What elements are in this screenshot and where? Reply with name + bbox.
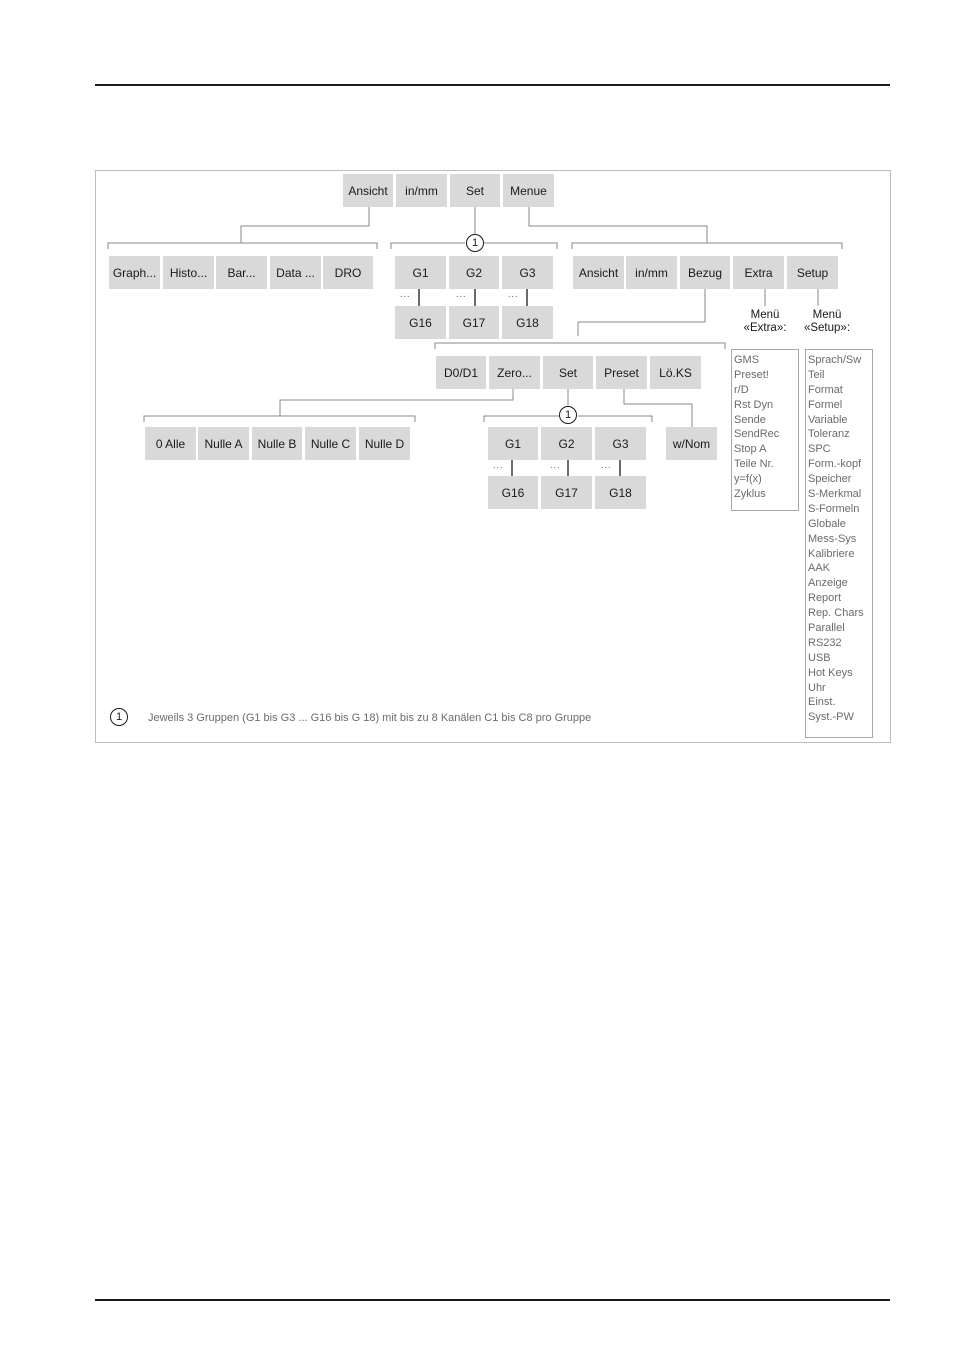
- key-lower-g2[interactable]: G2: [541, 427, 592, 460]
- setup-item[interactable]: Hot Keys: [808, 666, 853, 679]
- extra-menu-heading-line2: «Extra»:: [743, 322, 787, 334]
- key-in-mm[interactable]: in/mm: [396, 174, 447, 207]
- key-lower-g16[interactable]: G16: [488, 476, 538, 509]
- setup-item[interactable]: Teil: [808, 368, 825, 381]
- ellipsis-lower-g2: ...: [550, 460, 561, 470]
- setup-item[interactable]: Anzeige: [808, 577, 848, 590]
- extra-item[interactable]: Rst Dyn: [734, 398, 774, 411]
- setup-menu-heading: [798, 309, 856, 335]
- key-g18[interactable]: G18: [502, 306, 553, 339]
- key-dro[interactable]: DRO: [323, 256, 373, 289]
- key-extra[interactable]: Extra: [733, 256, 784, 289]
- setup-menu-heading-line2: «Setup»:: [803, 322, 851, 334]
- extra-item[interactable]: Sende: [734, 413, 766, 426]
- extra-item[interactable]: SendRec: [734, 428, 780, 441]
- footnote-text: Jeweils 3 Gruppen (G1 bis G3 ... G16 bis G 18) mit bis zu 8 Kanälen C1 bis C8 pro Gruppe: [148, 712, 592, 724]
- setup-item[interactable]: Variable: [808, 413, 848, 426]
- setup-item[interactable]: Globale: [808, 517, 846, 530]
- extra-item[interactable]: Stop A: [734, 443, 767, 456]
- setup-item[interactable]: Speicher: [808, 473, 852, 486]
- setup-item[interactable]: Toleranz: [808, 428, 850, 441]
- setup-item[interactable]: S-Formeln: [808, 502, 860, 515]
- key-graph[interactable]: Graph...: [109, 256, 160, 289]
- key-nulle-a[interactable]: Nulle A: [198, 427, 249, 460]
- key-bar[interactable]: Bar...: [216, 256, 267, 289]
- key-set[interactable]: Set: [450, 174, 500, 207]
- setup-item[interactable]: Kalibriere: [808, 547, 855, 560]
- callout-1-top: 1: [466, 234, 484, 252]
- key-menue-ansicht[interactable]: Ansicht: [573, 256, 624, 289]
- setup-item[interactable]: Uhr: [808, 681, 826, 694]
- setup-item[interactable]: Syst.-PW: [808, 711, 854, 724]
- ellipsis-g2: ...: [456, 289, 467, 299]
- key-data[interactable]: Data ...: [270, 256, 321, 289]
- ellipsis-g1: ...: [400, 289, 411, 299]
- key-g2[interactable]: G2: [449, 256, 499, 289]
- ellipsis-lower-g3: ...: [601, 460, 612, 470]
- setup-item[interactable]: Report: [808, 592, 842, 605]
- setup-item[interactable]: Rep. Chars: [808, 607, 864, 620]
- key-g3[interactable]: G3: [502, 256, 553, 289]
- key-menue-in-mm[interactable]: in/mm: [626, 256, 677, 289]
- key-histo[interactable]: Histo...: [163, 256, 214, 289]
- setup-item[interactable]: Sprach/Sw: [808, 354, 862, 366]
- setup-item[interactable]: Format: [808, 383, 843, 396]
- extra-menu-heading-line1: Menü: [750, 309, 780, 321]
- extra-item[interactable]: Teile Nr.: [734, 458, 774, 471]
- setup-item[interactable]: Formel: [808, 398, 843, 411]
- extra-item[interactable]: Zyklus: [734, 488, 766, 501]
- key-lower-g1[interactable]: G1: [488, 427, 538, 460]
- extra-item[interactable]: GMS: [734, 354, 760, 366]
- ellipsis-lower-g1: ...: [493, 460, 504, 470]
- key-zero[interactable]: Zero...: [489, 356, 540, 389]
- setup-item[interactable]: Parallel: [808, 622, 845, 635]
- setup-item[interactable]: S-Merkmal: [808, 488, 862, 501]
- key-bezug[interactable]: Bezug: [680, 256, 730, 289]
- key-nulle-d[interactable]: Nulle D: [359, 427, 410, 460]
- key-d0-d1[interactable]: D0/D1: [436, 356, 486, 389]
- key-bezug-set[interactable]: Set: [543, 356, 593, 389]
- key-nulle-b[interactable]: Nulle B: [252, 427, 302, 460]
- key-lower-g17[interactable]: G17: [541, 476, 592, 509]
- key-nulle-c[interactable]: Nulle C: [305, 427, 356, 460]
- key-0-alle[interactable]: 0 Alle: [145, 427, 196, 460]
- setup-menu-list: [805, 349, 873, 738]
- key-g16[interactable]: G16: [395, 306, 446, 339]
- extra-menu-heading: [738, 309, 792, 335]
- setup-item[interactable]: Einst.: [808, 696, 836, 709]
- setup-menu-heading-line1: Menü: [812, 309, 842, 321]
- extra-menu-list: [731, 349, 799, 511]
- key-g17[interactable]: G17: [449, 306, 499, 339]
- footnote-callout: 1: [110, 708, 128, 726]
- setup-item[interactable]: RS232: [808, 636, 842, 649]
- key-lower-g18[interactable]: G18: [595, 476, 646, 509]
- ellipsis-g3: ...: [508, 289, 519, 299]
- extra-item[interactable]: r/D: [734, 383, 749, 396]
- setup-item[interactable]: AAK: [808, 562, 831, 575]
- setup-item[interactable]: USB: [808, 651, 831, 664]
- callout-1-lower: 1: [559, 406, 577, 424]
- setup-item[interactable]: SPC: [808, 443, 831, 456]
- key-lower-g3[interactable]: G3: [595, 427, 646, 460]
- extra-item[interactable]: y=f(x): [734, 473, 762, 486]
- key-menue[interactable]: Menue: [503, 174, 554, 207]
- key-preset[interactable]: Preset: [596, 356, 647, 389]
- key-loe-ks[interactable]: Lö.KS: [650, 356, 701, 389]
- setup-item[interactable]: Form.-kopf: [808, 458, 862, 471]
- extra-item[interactable]: Preset!: [734, 368, 769, 381]
- key-w-nom[interactable]: w/Nom: [666, 427, 717, 460]
- setup-item[interactable]: Mess-Sys: [808, 532, 857, 545]
- key-ansicht[interactable]: Ansicht: [343, 174, 393, 207]
- key-g1[interactable]: G1: [395, 256, 446, 289]
- key-setup[interactable]: Setup: [787, 256, 838, 289]
